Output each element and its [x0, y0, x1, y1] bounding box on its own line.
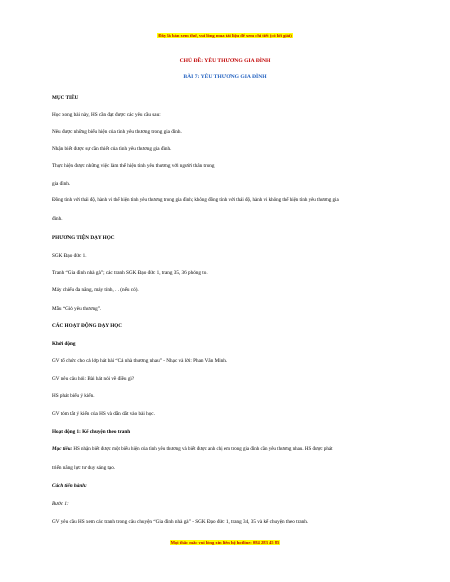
- heading-activity-1: Hoạt động 1: Kể chuyện theo tranh: [52, 429, 131, 435]
- paragraph: triển năng lực tư duy sáng tạo.: [52, 465, 116, 471]
- paragraph: Nêu được những biểu hiện của tình yêu thương trong gia đình.: [52, 129, 182, 135]
- objective-text: HS nhận biết được một biểu hiện của tình yêu thương và biết được anh chị em trong gia đình cần yêu thương nhau. HS được phát: [72, 447, 333, 452]
- hotline-notice: [0, 540, 450, 545]
- preview-notice: [0, 33, 450, 38]
- heading-warmup: Khởi động: [52, 341, 76, 347]
- paragraph: Nhận biết được sự cần thiết của tình yêu thương gia đình.: [52, 146, 172, 152]
- heading-procedure: Cách tiến hành:: [52, 483, 87, 489]
- paragraph: gia đình.: [52, 181, 71, 187]
- paragraph: GV nêu câu hỏi: Bài hát nói về điều gì?: [52, 376, 135, 382]
- paragraph: Thực hiện được những việc làm thể hiện tình yêu thương với người thân trong: [52, 163, 215, 169]
- paragraph-objective: [52, 447, 404, 454]
- paragraph: Đồng tình với thái độ, hành vi thể hiện tình yêu thương trong gia đình; không đồng tình với thái độ, hành vi không thể hiện tình yêu thương gia: [52, 198, 339, 203]
- step-label: Bước 1:: [52, 501, 69, 507]
- paragraph: HS phát biểu ý kiến.: [52, 393, 95, 399]
- paragraph: đình.: [52, 216, 63, 222]
- paragraph: GV tóm tắt ý kiến của HS và dẫn dắt vào bài học.: [52, 411, 155, 417]
- paragraph: Máy chiếu đa năng, máy tính, . . (nếu có).: [52, 287, 139, 293]
- heading-materials: PHƯƠNG TIỆN DẠY HỌC: [52, 235, 115, 241]
- preview-notice-text: Đây là bản xem thử, vui lòng mua tài liệu để xem chi tiết (có lời giải): [158, 33, 292, 38]
- heading-activities: CÁC HOẠT ĐỘNG DẠY HỌC: [52, 323, 123, 329]
- paragraph: SGK Đạo đức 1.: [52, 253, 87, 259]
- paragraph: Mẫu “Giỏ yêu thương”.: [52, 306, 102, 312]
- paragraph: Học xong bài này, HS cần đạt được các yêu cầu sau:: [52, 112, 161, 118]
- objective-label: Mục tiêu:: [52, 447, 73, 452]
- paragraph: GV tổ chức cho cả lớp hát bài “Cả nhà thương nhau” - Nhạc và lời: Phan Văn Minh.: [52, 358, 228, 364]
- hotline-notice-text: Mọi thắc mắc vui lòng xin liên hệ hotline: 084 283 45 85: [170, 540, 280, 545]
- paragraph: GV yêu cầu HS xem các tranh trong câu chuyện “Gia đình nhà gà” - SGK Đạo đức 1, trang 34, 35 và kể chuyện theo tranh.: [52, 519, 309, 525]
- heading-objectives: MỤC TIÊU: [52, 95, 79, 101]
- topic-title: CHỦ ĐỀ: YÊU THƯƠNG GIA ĐÌNH: [179, 58, 271, 64]
- paragraph: Tranh “Gia đình nhà gà”; các tranh SGK Đạo đức 1, trang 35, 36 phóng to.: [52, 270, 208, 276]
- lesson-title: BÀI 7: YÊU THƯƠNG GIA ĐÌNH: [183, 74, 267, 80]
